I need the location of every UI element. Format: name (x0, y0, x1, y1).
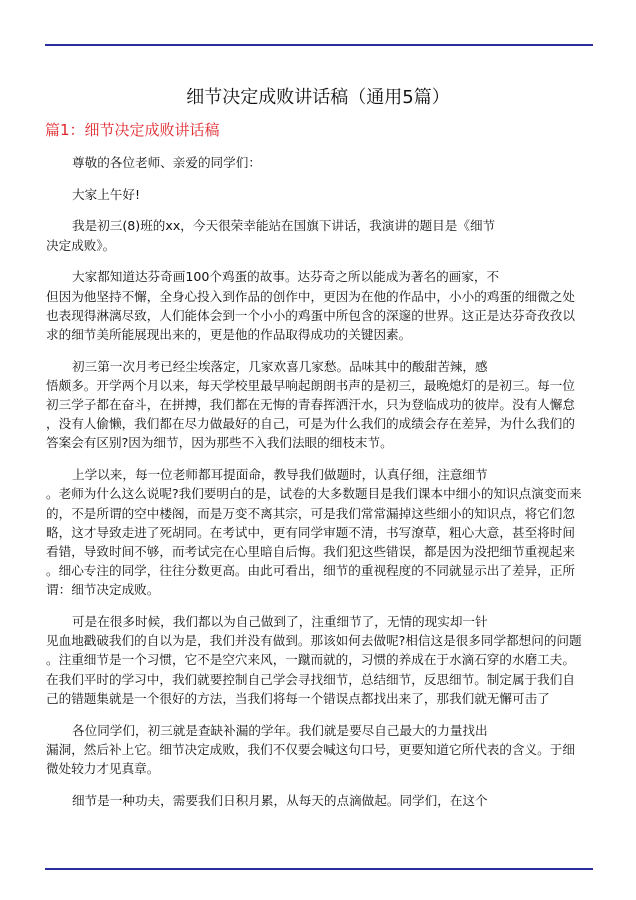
paragraph-line: 己的错题集就是一个很好的方法，当我们将每一个错误点都找出来了，那我们就无懈可击了 (46, 690, 550, 706)
footer-rule (45, 868, 593, 870)
paragraph-line: 大家都知道达芬奇画100个鸡蛋的故事。达芬奇之所以能成为著名的画家，不 (72, 269, 500, 285)
header-rule (45, 44, 593, 46)
paragraph-line: 但因为他坚持不懈，全身心投入到作品的创作中，更因为在他的作品中，小小的鸡蛋的细微之处 (46, 288, 575, 304)
paragraph-line: 尊敬的各位老师、亲爱的同学们： (72, 155, 261, 170)
paragraph-line: 微处较力才见真章。 (46, 760, 160, 776)
paragraph-line: 初三第一次月考已经尘埃落定，几家欢喜几家愁。品味其中的酸甜苦辣，感 (72, 358, 488, 374)
paragraph-line: 的，不是所谓的空中楼阁，而是万变不离其宗，可是我们常常漏掉这些细小的知识点，将它们忽 (46, 505, 575, 521)
paragraph-line: 见血地戳破我们的自以为是，我们并没有做到。那该如何去做呢?相信这是很多同学都想问的问题 (46, 633, 582, 649)
paragraph-line: 大家上午好! (72, 186, 141, 202)
paragraph-line: 细节是一种功夫，需要我们日积月累，从每天的点滴做起。同学们，在这个 (72, 792, 488, 808)
paragraph (46, 612, 596, 708)
paragraph-line: 决定成败》。 (46, 237, 116, 253)
paragraph (46, 267, 596, 344)
paragraph-line: 上学以来，每一位老师都耳提面命，教导我们做题时，认真仔细，注意细节 (72, 467, 488, 483)
paragraph (46, 721, 596, 779)
paragraph (46, 216, 596, 254)
paragraph-line: 初三学子都在奋斗，在拼搏，我们都在无悔的青春挥洒汗水，只为登临成功的彼岸。没有人懈怠 (46, 397, 575, 413)
paragraph-line: 答案会有区别?因为细节，因为那些不入我们法眼的细枝末节。 (46, 435, 393, 451)
paragraph-line: 。注重细节是一个习惯，它不是空穴来风，一蹴而就的，习惯的养成在于水滴石穿的水磨工夫。 (46, 652, 575, 668)
paragraph-line: 可是在很多时候，我们都以为自己做到了，注重细节了，无情的现实却一针 (72, 614, 488, 630)
paragraph (46, 791, 596, 810)
paragraph-line: 。老师为什么这么说呢?我们要明白的是，试卷的大多数题目是我们课本中细小的知识点演变而来 (46, 486, 582, 502)
paragraph-line: 略，这才导致走进了死胡同。在考试中，更有同学审题不清，书写潦草，粗心大意，甚至将时间 (46, 524, 575, 540)
paragraph-line: 悟颇多。开学两个月以来，每天学校里最早响起朗朗书声的是初三，最晚熄灯的是初三。每一位 (46, 377, 575, 393)
paragraph-line: 谓：细节决定成败。 (46, 582, 160, 598)
paragraph-line: 漏洞，然后补上它。细节决定成败，我们不仅要会喊这句口号，更要知道它所代表的含义。于细 (46, 741, 575, 757)
document-title: 细节决定成败讲话稿（通用5篇） (186, 87, 450, 108)
paragraph (46, 357, 596, 453)
paragraph (46, 153, 596, 172)
paragraph-line: 看错，导致时间不够，而考试完在心里暗自后悔。我们犯这些错误，都是因为没把细节重视起来 (46, 543, 575, 559)
paragraph-line: 各位同学们，初三就是查缺补漏的学年。我们就是要尽自己最大的力量找出 (72, 722, 488, 738)
document-body (46, 153, 596, 822)
paragraph-line: 也表现得淋漓尽致，人们能体会到一个小小的鸡蛋中所包含的深邃的世界。这正是达芬奇孜孜以 (46, 307, 575, 323)
paragraph-line: 我是初三(8)班的xx，今天很荣幸能站在国旗下讲话，我演讲的题目是《细节 (72, 218, 496, 234)
paragraph (46, 185, 596, 204)
paragraph-line: 求的细节美所能展现出来的，更是他的作品取得成功的关键因素。 (46, 326, 412, 342)
section-heading: 篇1：细节决定成败讲话稿 (45, 121, 220, 139)
paragraph-line: 在我们平时的学习中，我们就要控制自己学会寻找细节，总结细节，反思细节。制定属于我们自 (46, 671, 575, 687)
paragraph (46, 465, 596, 599)
paragraph-line: ，没有人偷懒，我们都在尽力做最好的自己，可是为什么我们的成绩会存在差异，为什么我们的 (46, 416, 575, 432)
paragraph-line: 。细心专注的同学，往往分数更高。由此可看出，细节的重视程度的不同就显示出了差异，正所 (46, 563, 575, 579)
